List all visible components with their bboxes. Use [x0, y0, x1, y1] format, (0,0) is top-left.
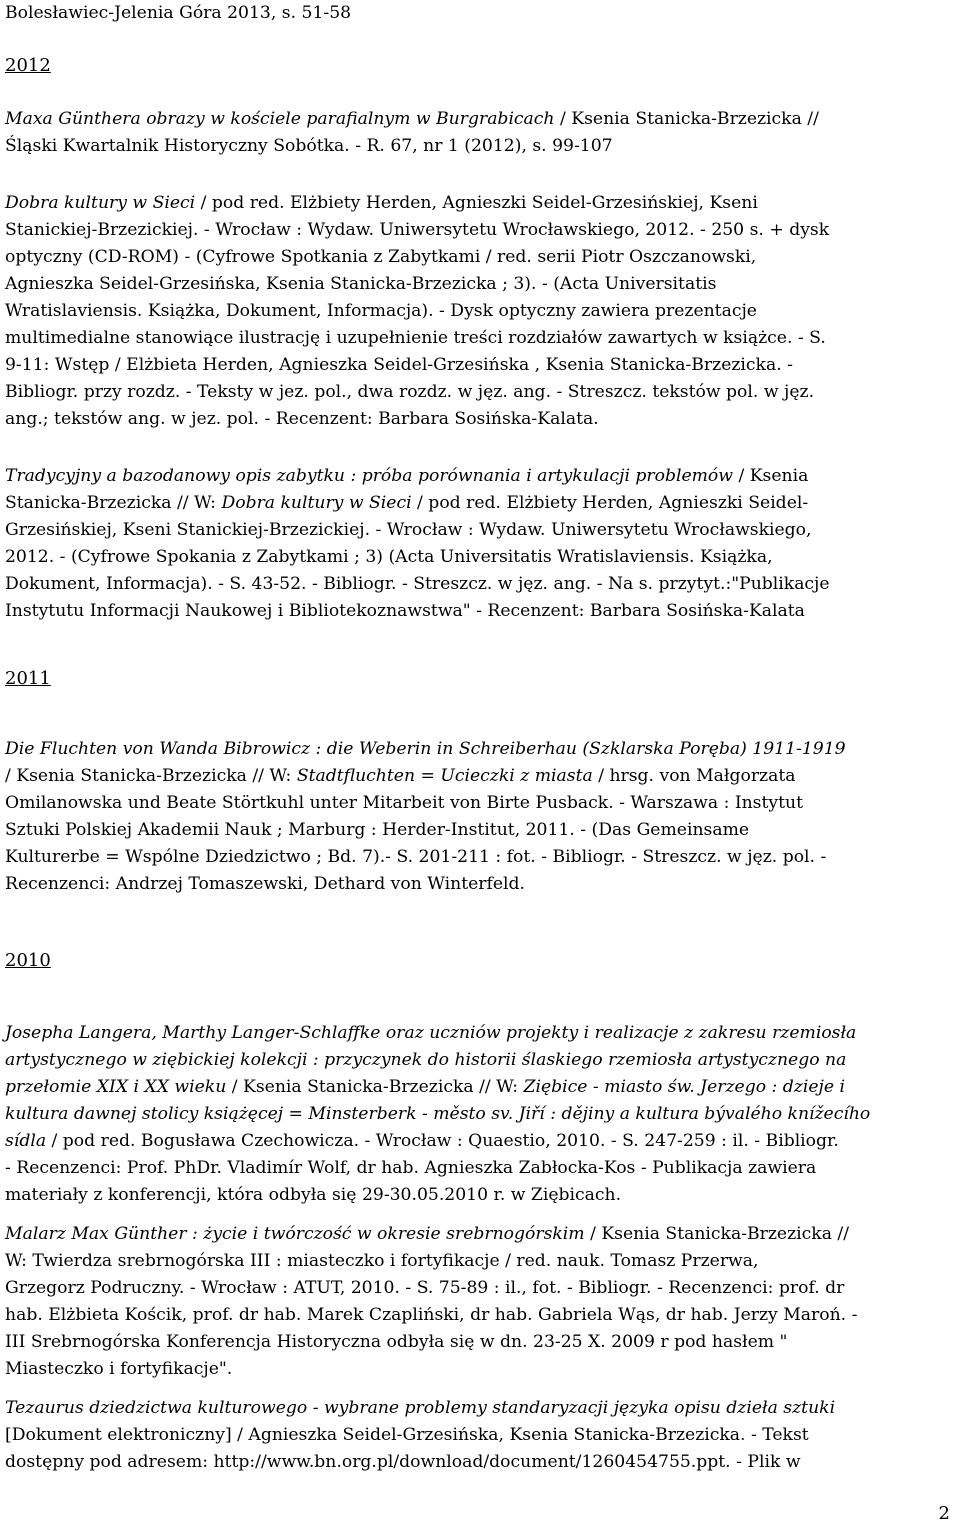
entry-title: Maxa Günthera obrazy w kościele parafialnym w Burgrabicach — [5, 109, 555, 129]
entry-line: Bibliogr. przy rozdz. - Teksty w jez. pol., dwa rozdz. w jęz. ang. - Streszcz. tekstów pol. w jęz. — [5, 382, 815, 402]
entry-line: Kulturerbe = Wspólne Dziedzictwo ; Bd. 7).- S. 201-211 : fot. - Bibliogr. - Streszcz. w jęz. pol. - — [5, 847, 827, 867]
entry-line: Recenzenci: Andrzej Tomaszewski, Dethard von Winterfeld. — [5, 874, 525, 894]
entry-title: Tezaurus dziedzictwa kulturowego - wybrane problemy standaryzacji języka opisu dzieła sztuki — [5, 1398, 836, 1418]
entry-line: ang.; tekstów ang. w jez. pol. - Recenzent: Barbara Sosińska-Kalata. — [5, 409, 599, 429]
entry-line: Instytutu Informacji Naukowej i Bibliotekoznawstwa" - Recenzent: Barbara Sosińska-Kalata — [5, 601, 805, 621]
entry-line: przełomie XIX i XX wieku / Ksenia Stanicka-Brzezicka // W: Ziębice - miasto św. Jerzego : dzieje i — [5, 1077, 845, 1097]
entry-line: Omilanowska und Beate Störtkuhl unter Mitarbeit von Birte Pusback. - Warszawa : Instytut — [5, 793, 804, 813]
entry-title: kultura dawnej stolicy książęcej = Minsterberk - město sv. Jiří : dějiny a kultura bývalého knížecího — [5, 1104, 871, 1124]
entry-line: Śląski Kwartalnik Historyczny Sobótka. - R. 67, nr 1 (2012), s. 99-107 — [5, 136, 613, 156]
entry-line: / Ksenia Stanicka-Brzezicka // W: Stadtfluchten = Ucieczki z miasta / hrsg. von Małgorzata — [5, 766, 796, 786]
entry-line: Miasteczko i fortyfikacje". — [5, 1359, 233, 1379]
entry-line: III Srebrnogórska Konferencja Historyczna odbyła się w dn. 23-25 X. 2009 r pod hasłem " — [5, 1332, 788, 1352]
entry-line: multimedialne stanowiące ilustrację i uzupełnienie treści rozdziałów zawartych w książce. - S. — [5, 328, 826, 348]
page-number: 2 — [938, 1503, 950, 1524]
entry-line: Tradycyjny a bazodanowy opis zabytku : próba porównania i artykulacji problemów / Ksenia — [5, 466, 809, 486]
entry-line: - Recenzenci: Prof. PhDr. Vladimír Wolf, dr hab. Agnieszka Zabłocka-Kos - Publikacja zawiera — [5, 1158, 817, 1178]
entry-line: W: Twierdza srebrnogórska III : miasteczko i fortyfikacje / red. nauk. Tomasz Przerwa, — [5, 1251, 759, 1271]
entry-line: Dokument, Informacja). - S. 43-52. - Bibliogr. - Streszcz. w jęz. ang. - Na s. przytyt.:"Publikacje — [5, 574, 830, 594]
entry-line: optyczny (CD-ROM) - (Cyfrowe Spotkania z Zabytkami / red. serii Piotr Oszczanowski, — [5, 247, 757, 267]
entry-line: dostępny pod adresem: http://www.bn.org.pl/download/document/1260454755.ppt. - Plik w — [5, 1452, 801, 1472]
entry-title: Dobra kultury w Sieci — [5, 193, 196, 213]
header-citation-line: Bolesławiec-Jelenia Góra 2013, s. 51-58 — [5, 3, 352, 23]
entry-line: Wratislaviensis. Książka, Dokument, Informacja). - Dysk optyczny zawiera prezentacje — [5, 301, 757, 321]
entry-title: przełomie XIX i XX wieku — [5, 1077, 227, 1097]
year-heading-2010: 2010 — [5, 950, 51, 971]
entry-line: Agnieszka Seidel-Grzesińska, Ksenia Stanicka-Brzezicka ; 3). - (Acta Universitatis — [5, 274, 717, 294]
entry-title: Die Fluchten von Wanda Bibrowicz : die Weberin in Schreiberhau (Szklarska Poręba) 1911-1919 — [5, 739, 846, 759]
entry-line: Malarz Max Günther : życie i twórczość w okresie srebrnogórskim / Ksenia Stanicka-Brzezicka // — [5, 1224, 849, 1244]
entry-title: artystycznego w ziębickiej kolekcji : przyczynek do historii ślaskiego rzemiosła artystycznego na — [5, 1050, 847, 1070]
entry-title: Tradycyjny a bazodanowy opis zabytku : próba porównania i artykulacji problemów — [5, 466, 733, 486]
year-heading-2012: 2012 — [5, 55, 51, 76]
entry-line: Grzegorz Podruczny. - Wrocław : ATUT, 2010. - S. 75-89 : il., fot. - Bibliogr. - Recenzenci: prof. dr — [5, 1278, 845, 1298]
entry-line: 9-11: Wstęp / Elżbieta Herden, Agnieszka Seidel-Grzesińska , Ksenia Stanicka-Brzezicka. - — [5, 355, 793, 375]
entry-line — [5, 736, 846, 763]
entry-line: sídla / pod red. Bogusława Czechowicza. - Wrocław : Quaestio, 2010. - S. 247-259 : il. - Bibliogr. — [5, 1131, 839, 1151]
entry-line — [5, 1395, 835, 1422]
entry-line: Dobra kultury w Sieci / pod red. Elżbiety Herden, Agnieszki Seidel-Grzesińskiej, Kseni — [5, 193, 758, 213]
entry-title: Ziębice - miasto św. Jerzego : dzieje i — [523, 1077, 845, 1097]
entry-line: hab. Elżbieta Kościk, prof. dr hab. Marek Czapliński, dr hab. Gabriela Wąs, dr hab. Jerzy Maroń. - — [5, 1305, 858, 1325]
entry-title: Malarz Max Günther : życie i twórczość w okresie srebrnogórskim — [5, 1224, 585, 1244]
entry-line: Stanicka-Brzezicka // W: Dobra kultury w Sieci / pod red. Elżbiety Herden, Agnieszki Seidel- — [5, 493, 809, 513]
entry-title: Stadtfluchten = Ucieczki z miasta — [296, 766, 593, 786]
entry-line: materiały z konferencji, która odbyła się 29-30.05.2010 r. w Ziębicach. — [5, 1185, 622, 1205]
entry-line: Grzesińskiej, Kseni Stanickiej-Brzezickiej. - Wrocław : Wydaw. Uniwersytetu Wrocławskiego, — [5, 520, 812, 540]
year-heading-2011: 2011 — [5, 668, 51, 689]
entry-title: Josepha Langera, Marthy Langer-Schlaffke oraz uczniów projekty i realizacje z zakresu rzemiosła — [5, 1023, 857, 1043]
entry-line: Stanickiej-Brzezickiej. - Wrocław : Wydaw. Uniwersytetu Wrocławskiego, 2012. - 250 s. + dysk — [5, 220, 830, 240]
entry-title: Dobra kultury w Sieci — [221, 493, 412, 513]
entry-line: [Dokument elektroniczny] / Agnieszka Seidel-Grzesińska, Ksenia Stanicka-Brzezicka. - Tekst — [5, 1425, 809, 1445]
entry-title: sídla — [5, 1131, 47, 1151]
entry-line — [5, 1020, 856, 1047]
entry-line: Sztuki Polskiej Akademii Nauk ; Marburg : Herder-Institut, 2011. - (Das Gemeinsame — [5, 820, 750, 840]
entry-line — [5, 1101, 870, 1128]
entry-line — [5, 1047, 846, 1074]
entry-line: 2012. - (Cyfrowe Spokania z Zabytkami ; 3) (Acta Universitatis Wratislaviensis. Książka, — [5, 547, 773, 567]
entry-line: Maxa Günthera obrazy w kościele parafialnym w Burgrabicach / Ksenia Stanicka-Brzezicka // — [5, 109, 819, 129]
